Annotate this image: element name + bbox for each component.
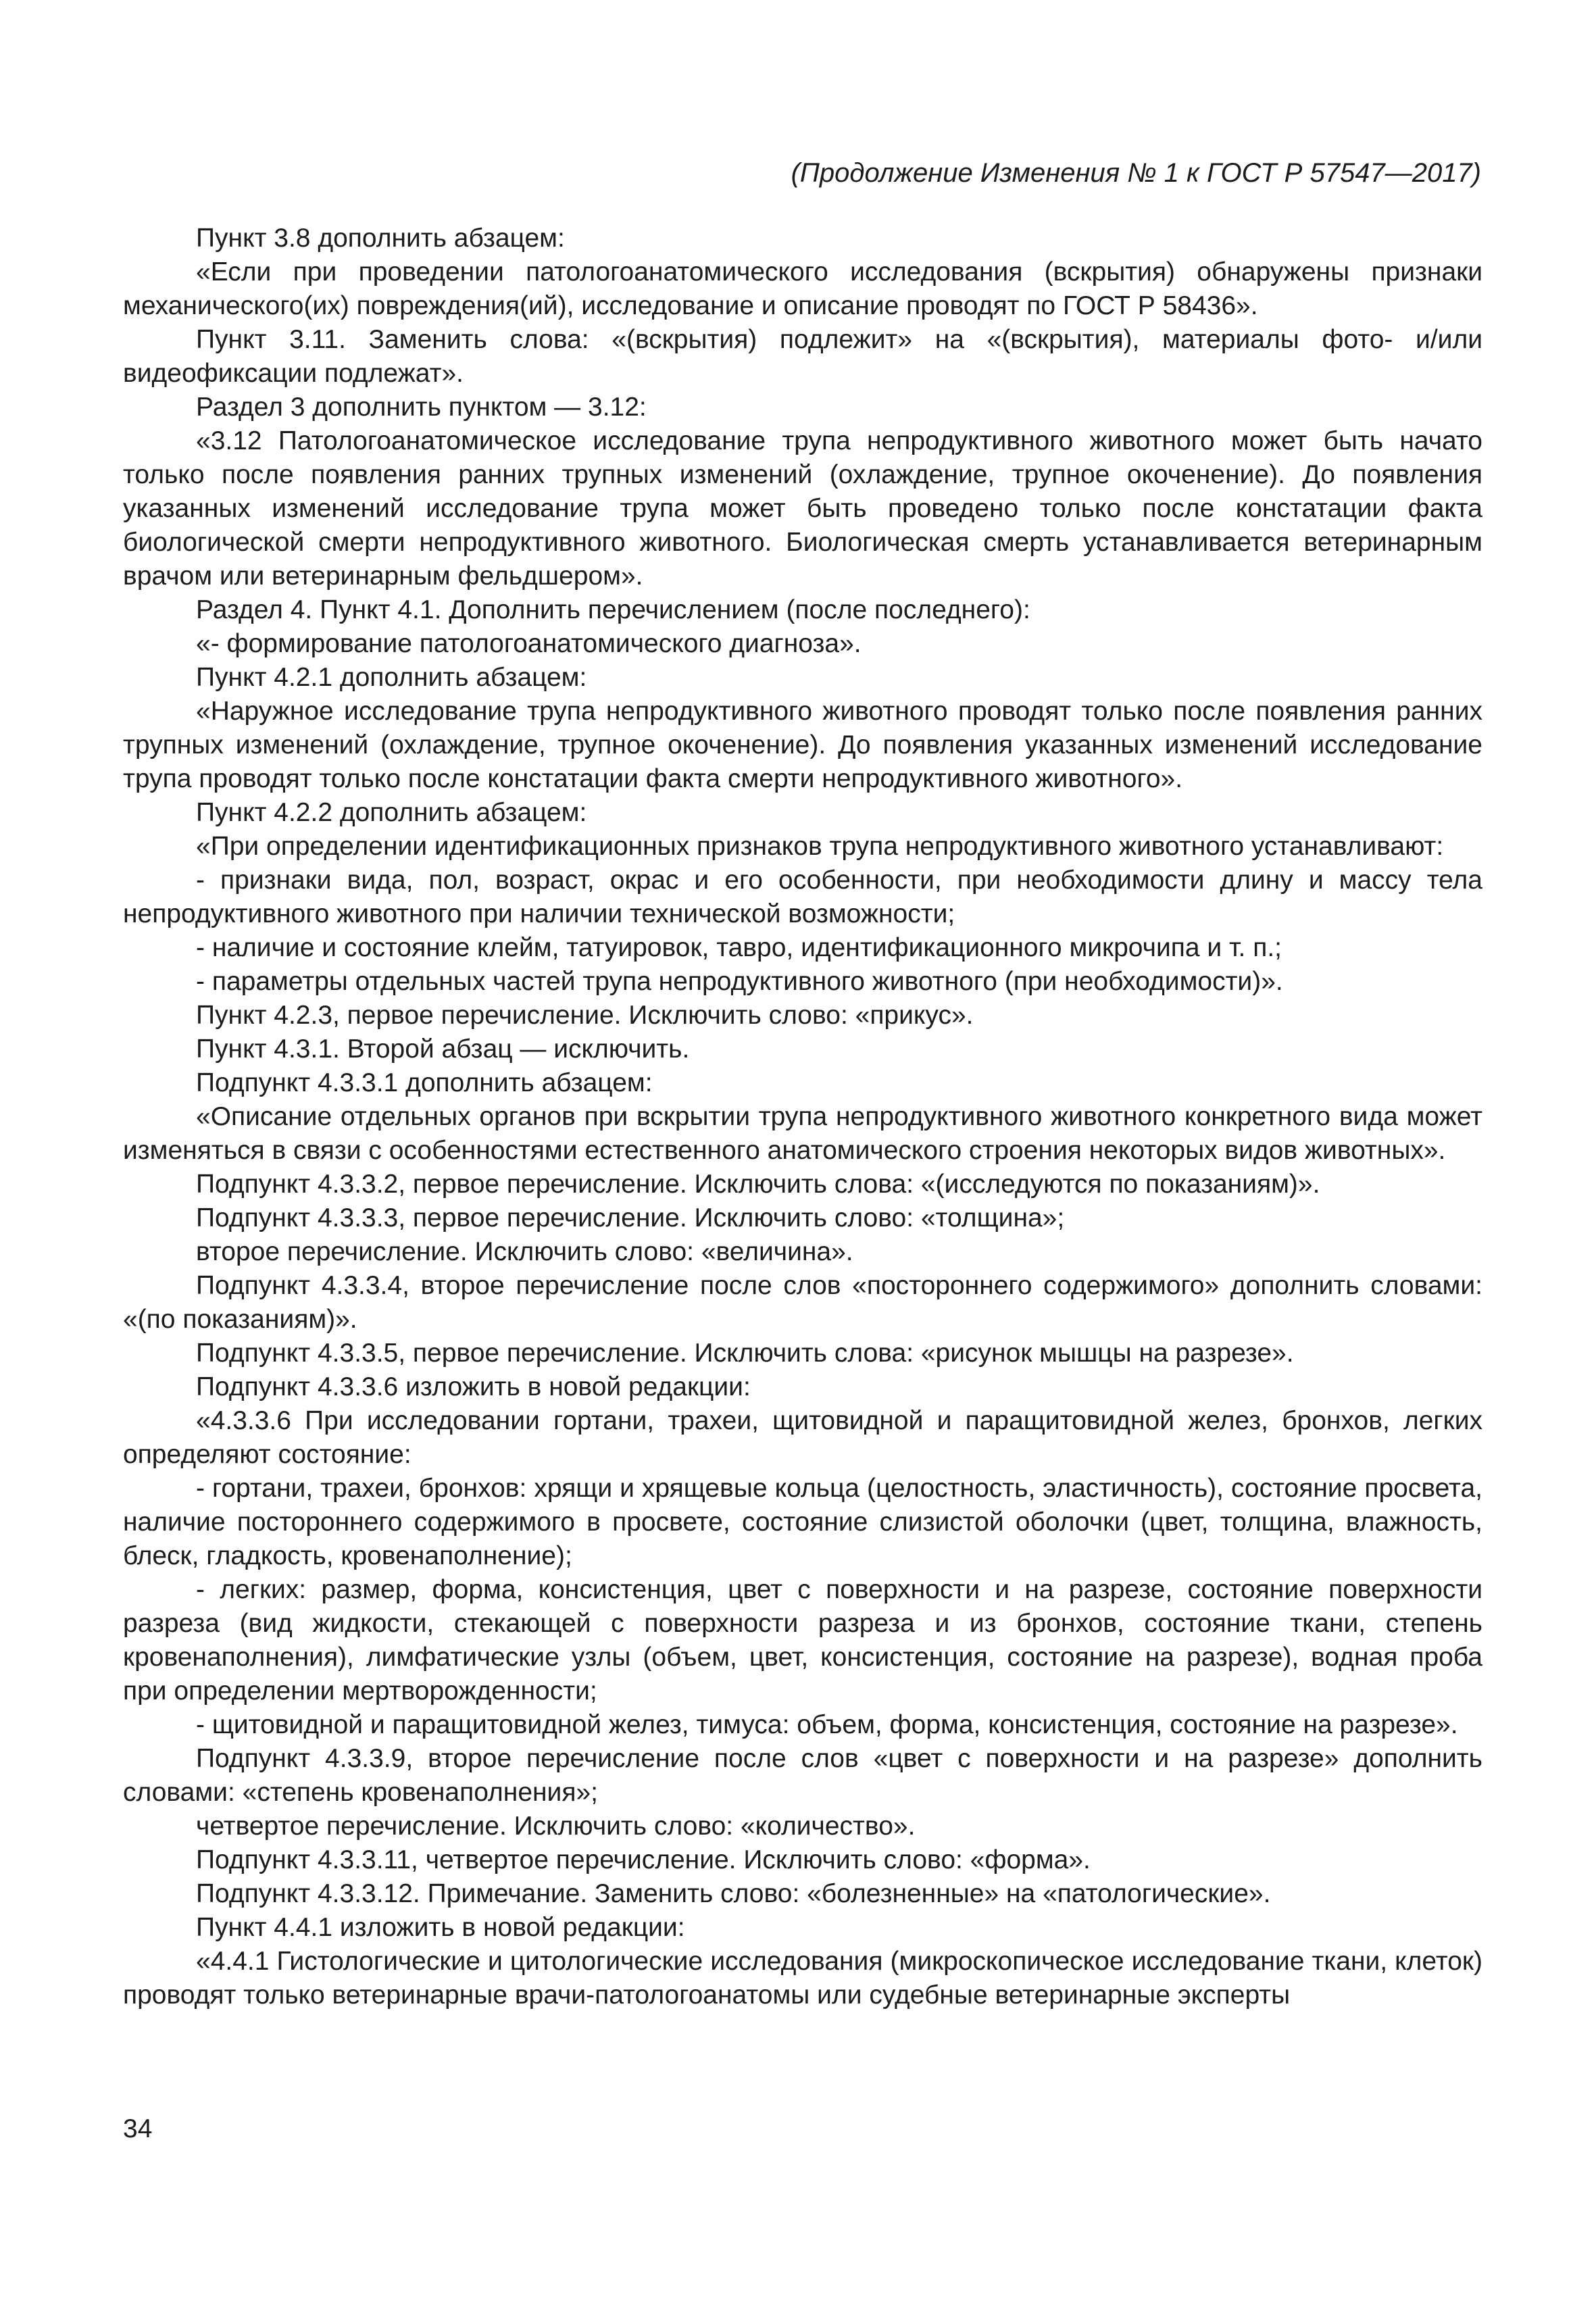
paragraph: Подпункт 4.3.3.2, первое перечисление. Исключить слова: «(исследуются по показаниям)». (196, 1170, 1320, 1199)
paragraph: Подпункт 4.3.3.9, второе перечисление после слов «цвет с поверхности и на разрезе» дополнить словами: «степень кровенаполнения»; (123, 1744, 1482, 1807)
paragraph: - легких: размер, форма, консистенция, цвет с поверхности и на разрезе, состояние поверхности разреза (вид жидкости, стекающей с поверхности разреза и из бронхов, состояние ткани, степень кровенаполнения), лимфатические узлы (объем, цвет, консистенция, состояние на разрезе), водная проба при определении мертворожденности; (123, 1575, 1482, 1706)
paragraph: четвертое перечисление. Исключить слово: «количество». (196, 1812, 916, 1841)
paragraph: Пункт 4.2.3, первое перечисление. Исключить слово: «прикус». (196, 1001, 974, 1030)
paragraph: Пункт 4.2.2 дополнить абзацем: (196, 798, 587, 827)
paragraph: Подпункт 4.3.3.12. Примечание. Заменить слово: «болезненные» на «патологические». (196, 1879, 1271, 1908)
page-number: 34 (123, 2114, 153, 2143)
paragraph: Подпункт 4.3.3.6 изложить в новой редакции: (196, 1372, 751, 1401)
paragraph: Пункт 4.4.1 изложить в новой редакции: (196, 1913, 685, 1942)
paragraph: - признаки вида, пол, возраст, окрас и его особенности, при необходимости длину и массу тела непродуктивного животного при наличии технической возможности; (123, 866, 1482, 928)
paragraph: Подпункт 4.3.3.1 дополнить абзацем: (196, 1068, 653, 1097)
page-header: (Продолжение Изменения № 1 к ГОСТ Р 57547—2017) (791, 158, 1481, 188)
paragraph: «- формирование патологоанатомического диагноза». (196, 629, 862, 658)
paragraph: Раздел 3 дополнить пунктом — 3.12: (196, 393, 647, 422)
paragraph: - гортани, трахеи, бронхов: хрящи и хрящевые кольца (целостность, эластичность), состояние просвета, наличие постороннего содержимого в просвете, состояние слизистой оболочки (цвет, толщина, влажность, блеск, гладкость, кровенаполнение); (123, 1474, 1482, 1570)
paragraph: Подпункт 4.3.3.3, первое перечисление. Исключить слово: «толщина»; (196, 1203, 1065, 1233)
paragraph: Подпункт 4.3.3.11, четвертое перечисление. Исключить слово: «форма». (196, 1845, 1091, 1874)
paragraph: «При определении идентификационных признаков трупа непродуктивного животного устанавливают: (196, 832, 1444, 861)
paragraph: второе перечисление. Исключить слово: «величина». (196, 1237, 853, 1266)
paragraph: - наличие и состояние клейм, татуировок, тавро, идентификационного микрочипа и т. п.; (196, 933, 1282, 962)
paragraph: «4.4.1 Гистологические и цитологические исследования (микроскопическое исследование ткани, клеток) проводят только ветеринарные врачи-патологоанатомы или судебные ветеринарные эксперты (123, 1947, 1482, 2010)
paragraph: Пункт 3.8 дополнить абзацем: (196, 224, 565, 253)
paragraph: «Описание отдельных органов при вскрытии трупа непродуктивного животного конкретного вида может изменяться в связи с особенностями естественного анатомического строения некоторых видов животных». (123, 1102, 1482, 1165)
paragraph: Раздел 4. Пункт 4.1. Дополнить перечислением (после последнего): (196, 595, 1030, 624)
document-body (123, 222, 1482, 2012)
paragraph: Подпункт 4.3.3.5, первое перечисление. Исключить слова: «рисунок мышцы на разрезе». (196, 1339, 1294, 1368)
paragraph: «3.12 Патологоанатомическое исследование трупа непродуктивного животного может быть начато только после появления ранних трупных изменений (охлаждение, трупное окоченение). До появления указанных изменений исследование трупа может быть проведено только после констатации факта биологической смерти непродуктивного животного. Биологическая смерть устанавливается ветеринарным врачом или ветеринарным фельдшером». (123, 426, 1482, 591)
paragraph: Пункт 3.11. Заменить слова: «(вскрытия) подлежит» на «(вскрытия), материалы фото- и/или видеофиксации подлежат». (123, 325, 1482, 388)
paragraph: Пункт 4.2.1 дополнить абзацем: (196, 663, 587, 692)
paragraph: - щитовидной и паращитовидной желез, тимуса: объем, форма, консистенция, состояние на разрезе». (196, 1710, 1458, 1739)
paragraph: «4.3.3.6 При исследовании гортани, трахеи, щитовидной и паращитовидной желез, бронхов, легких определяют состояние: (123, 1406, 1482, 1469)
paragraph: «Если при проведении патологоанатомического исследования (вскрытия) обнаружены признаки механического(их) повреждения(ий), исследование и описание проводят по ГОСТ Р 58436». (123, 257, 1482, 320)
paragraph: Пункт 4.3.1. Второй абзац — исключить. (196, 1035, 690, 1064)
paragraph: Подпункт 4.3.3.4, второе перечисление после слов «постороннего содержимого» дополнить словами: «(по показаниям)». (123, 1271, 1482, 1334)
paragraph: - параметры отдельных частей трупа непродуктивного животного (при необходимости)». (196, 967, 1283, 996)
paragraph: «Наружное исследование трупа непродуктивного животного проводят только после появления ранних трупных изменений (охлаждение, трупное окоченение). До появления указанных изменений исследование трупа проводят только после констатации факта смерти непродуктивного животного». (123, 697, 1482, 793)
